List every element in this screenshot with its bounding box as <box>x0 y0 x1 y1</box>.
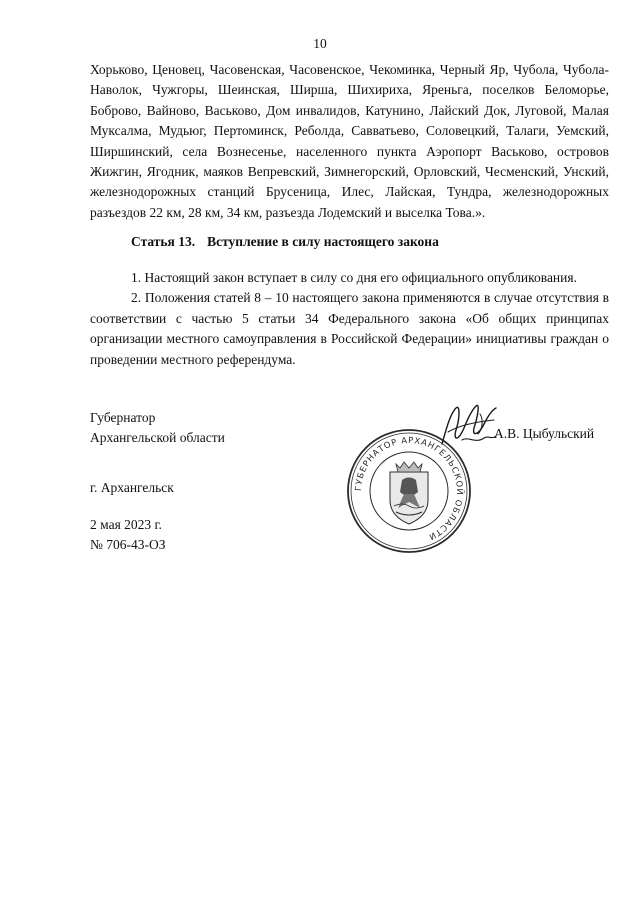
date-and-number <box>90 515 166 556</box>
article-number: Статья 13. <box>131 234 196 249</box>
article-title: Вступление в силу настоящего закона <box>207 234 439 249</box>
article-paragraph-1: 1. Настоящий закон вступает в силу со дня его официального опубликования. <box>131 270 577 285</box>
page-number: 10 <box>313 36 327 51</box>
position-line-2: Архангельской области <box>90 430 225 446</box>
signing-date: 2 мая 2023 г. <box>90 517 162 532</box>
svg-text:ГУБЕРНАТОР АРХАНГЕЛЬСКОЙ ОБЛАС: ГУБЕРНАТОР АРХАНГЕЛЬСКОЙ ОБЛАСТИ <box>352 434 466 543</box>
place-of-signing: г. Архангельск <box>90 480 174 495</box>
signatory-position <box>90 408 225 449</box>
article-body <box>90 268 609 370</box>
intro-paragraph: Хорьково, Ценовец, Часовенская, Часовенское, Чекоминка, Черный Яр, Чубола, Чубола-Наволок, Чужгоры, Шеинская, Ширша, Шихириха, Яреньга, поселков Беломорье, Боброво, Вайново, Васьково, Дом инвалидов, Катунино, Лайский Док, Луговой, Малая Муксалма, Мудьюг, Пертоминск, Реболда, Савватьево, Соловецкий, Талаги, Уемский, Ширшинский, села Вознесенье, населенного пункта Аэропорт Васьково, островов Жижгин, Ягодник, маяков Вепревский, Зимнегорский, Орловский, Чесменский, Унский, железнодорожных станций Брусеница, Илес, Лайская, Тундра, железнодорожных разъездов 22 км, 28 км, 34 км, разъезда Лодемский и выселка Това.». <box>90 62 609 220</box>
position-line-1: Губернатор <box>90 410 156 425</box>
law-number: № 706-43-ОЗ <box>90 537 166 553</box>
signatory-name: А.В. Цыбульский <box>494 426 595 441</box>
article-paragraph-2: 2. Положения статей 8 – 10 настоящего закона применяются в случае отсутствия в соответствии с частью 5 статьи 34 Федерального закона «Об общих принципах организации местного самоуправления в Российской Федерации» инициативы граждан о проведении местного референдума. <box>90 290 609 367</box>
signature-icon <box>436 400 500 456</box>
article-heading <box>131 234 439 250</box>
